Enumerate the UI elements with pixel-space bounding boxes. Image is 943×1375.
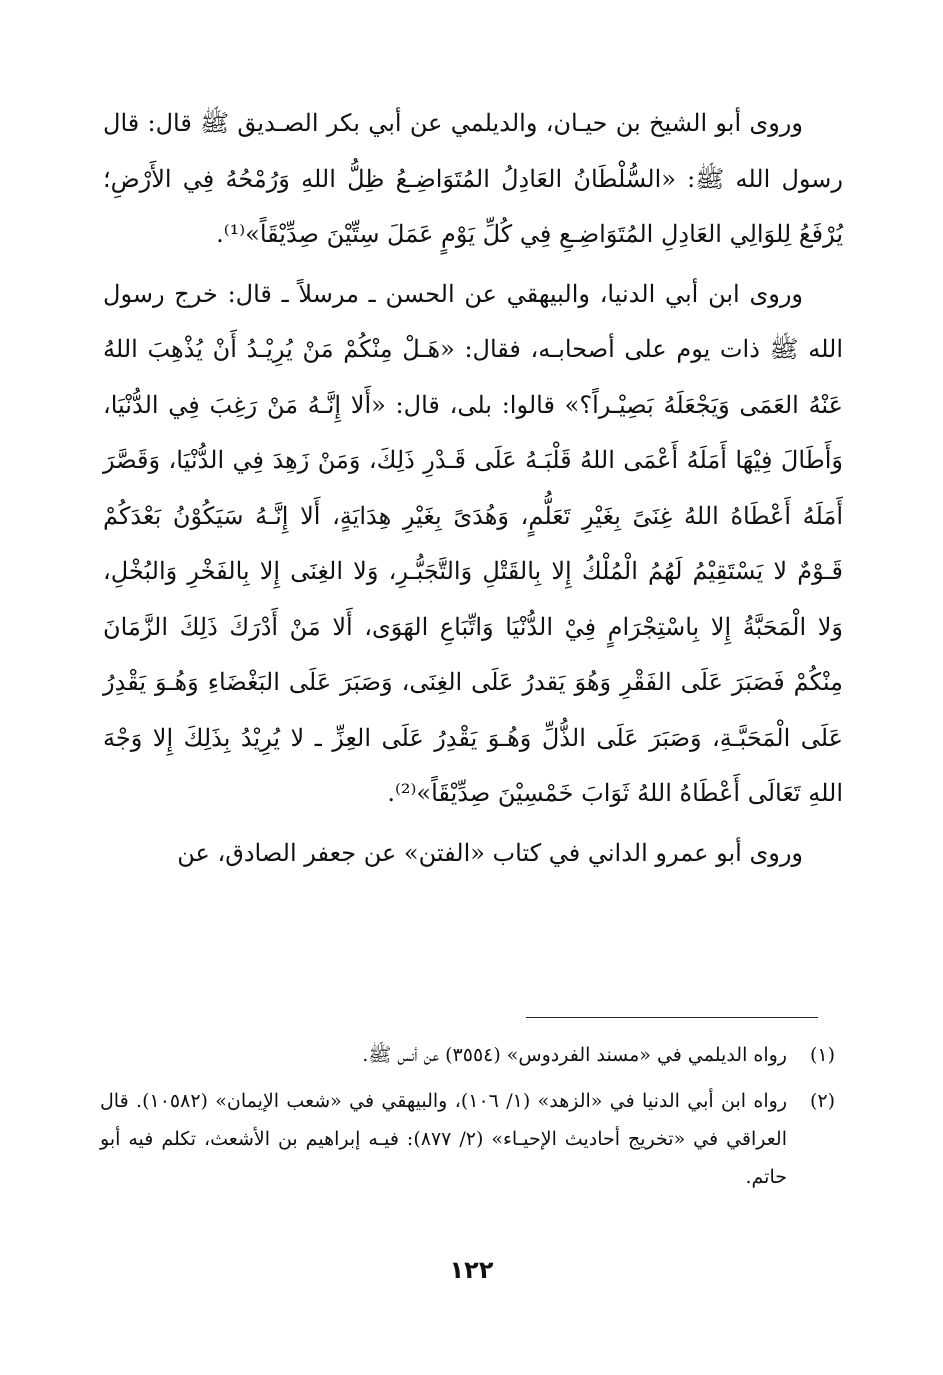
footnote-separator	[526, 1017, 818, 1018]
main-text-body	[103, 96, 843, 881]
footnote-2	[100, 1082, 835, 1196]
paragraph-2: وروى ابن أبي الدنيا، والبيهقي عن الحسن ـ مرسلاً ـ قال: خرج رسول الله ﷺ ذات يوم على أصحابـه، فقال: «هَـلْ مِنْكُمْ مَنْ يُرِيْـدُ أَنْ يُذْهِبَ اللهُ عَنْهُ العَمَى وَيَجْعَلَهُ بَصِيْـراً؟» قالوا: بلى، قال: «أَلا إِنَّـهُ مَنْ رَغِبَ فِي الدُّنْيَا، وَأَطَالَ فِيْهَا أَمَلَهُ أَعْمَى اللهُ قَلْبَـهُ عَلَى قَـدْرِ ذَلِكَ، وَمَنْ زَهِدَ فِي الدُّنْيَا، وَقَصَّرَ أَمَلَهُ أَعْطَاهُ اللهُ غِنَىً بِغَيْرِ تَعَلُّمٍ، وَهُدَىً بِغَيْرِ هِدَايَةٍ، أَلا إِنَّـهُ سَيَكُوْنُ بَعْدَكُمْ قَـوْمٌ لا يَسْتَقِيْمُ لَهُمُ الْمُلْكُ إِلا بِالقَتْلِ وَالتَّجَبُّـرِ، وَلا الغِنَى إِلا بِالفَخْرِ وَالبُخْلِ، وَلا الْمَحَبَّةُ إِلا بِاسْتِجْرَامٍ فِيْ الدُّنْيَا وَاتِّبَاعِ الهَوَى، أَلا مَنْ أَدْرَكَ ذَلِكَ الزَّمَانَ مِنْكُمْ فَصَبَرَ عَلَى الفَقْرِ وَهُوَ يَقدرُ عَلَى الغِنَى، وَصَبَرَ عَلَى البَغْضَاءِ وَهُـوَ يَقْدِرُ عَلَى الْمَحَبَّـةِ، وَصَبَرَ عَلَى الذُّلِّ وَهُـوَ يَقْدِرُ عَلَى العِزِّ ـ لا يُرِيْدُ بِذَلِكَ إِلا وَجْهَ اللهِ تَعَالَى أَعْطَاهُ اللهُ ثَوَابَ خَمْسِيْنَ صِدِّيْقَاً»⁽²⁾.	[103, 279, 843, 807]
paragraph-3: وروى أبو عمرو الداني في كتاب «الفتن» عن جعفر الصادق، عن	[177, 838, 803, 867]
page-number: ١٢٢	[449, 1256, 494, 1284]
footnote-1	[100, 1036, 835, 1074]
footnote-text: رواه ابن أبي الدنيا في «الزهد» (١/ ١٠٦)، والبيهقي في «شعب الإيمان» (١٠٥٨٢). قال العراقي في «تخريج أحاديث الإحيـاء» (٢/ ٨٧٧): فيـه إبراهيم بن الأشعث، تكلم فيه أبو حاتم.	[100, 1090, 788, 1188]
footnote-text: رواه الديلمي في «مسند الفردوس» (٣٥٥٤) عن أنس ﷺ.	[362, 1044, 787, 1066]
footnote-marker: (١)	[809, 1044, 835, 1066]
footnotes	[100, 1036, 835, 1204]
paragraph-1: وروى أبو الشيخ بن حيـان، والديلمي عن أبي بكر الصـديق ﷺ قال: قال رسول الله ﷺ: «السُّلْطَانُ العَادِلُ المُتَوَاضِـعُ ظِلُّ اللهِ وَرُمْحُهُ فِي الأَرْضِ؛ يُرْفَعُ لِلوَالِي العَادِلِ المُتَوَاضِـعِ فِي كُلِّ يَوْمٍ عَمَلَ سِتِّيْنَ صِدِّيْقَاً»⁽¹⁾.	[103, 109, 843, 248]
footnote-marker: (٢)	[809, 1090, 835, 1112]
